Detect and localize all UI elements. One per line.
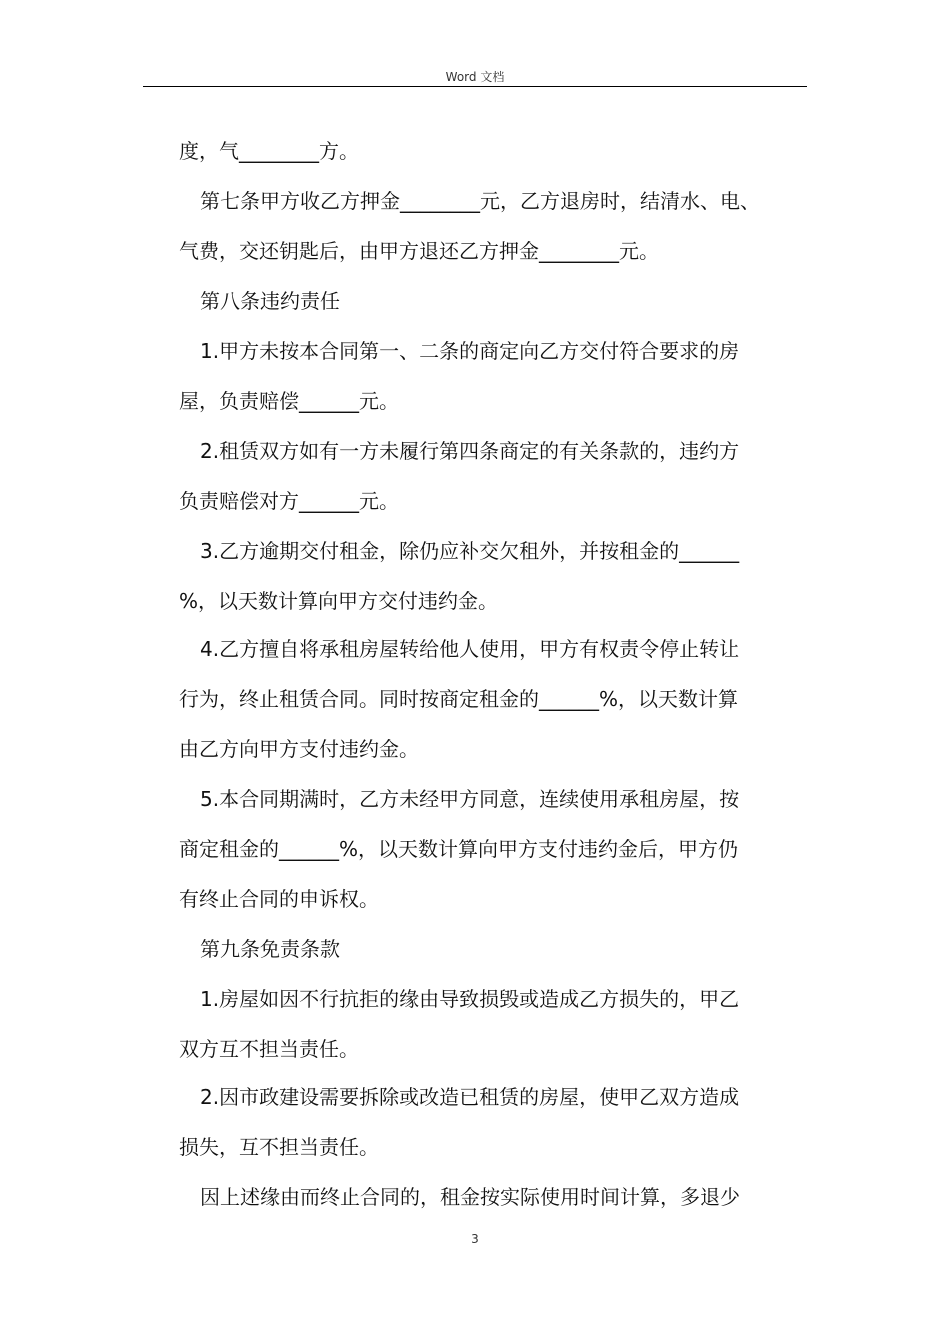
body-line: 度，气________方。 <box>179 139 359 163</box>
body-line: 4.乙方擅自将承租房屋转给他人使用，甲方有权责令停止转让 <box>200 637 740 661</box>
body-line: 因上述缘由而终止合同的，租金按实际使用时间计算，多退少 <box>200 1185 740 1209</box>
body-line: 损失，互不担当责任。 <box>179 1135 379 1159</box>
body-line: 1.甲方未按本合同第一、二条的商定向乙方交付符合要求的房 <box>200 339 740 363</box>
page-number: 3 <box>471 1232 479 1246</box>
body-line: 商定租金的______%，以天数计算向甲方支付违约金后，甲方仍 <box>179 837 739 861</box>
body-line: 双方互不担当责任。 <box>179 1037 359 1061</box>
body-line: 2.因市政建设需要拆除或改造已租赁的房屋，使甲乙双方造成 <box>200 1085 740 1109</box>
body-line: %，以天数计算向甲方交付违约金。 <box>179 589 499 613</box>
header-label: Word 文档 <box>445 70 505 84</box>
body-line: 5.本合同期满时，乙方未经甲方同意，连续使用承租房屋，按 <box>200 787 740 811</box>
body-line: 负责赔偿对方______元。 <box>179 489 399 513</box>
body-line: 屋，负责赔偿______元。 <box>179 389 399 413</box>
body-line: 有终止合同的申诉权。 <box>179 887 379 911</box>
body-line: 1.房屋如因不行抗拒的缘由导致损毁或造成乙方损失的，甲乙 <box>200 987 740 1011</box>
body-line: 行为，终止租赁合同。同时按商定租金的______%，以天数计算 <box>179 687 739 711</box>
header-rule <box>143 86 807 87</box>
body-line: 第七条甲方收乙方押金________元，乙方退房时，结清水、电、 <box>200 189 760 213</box>
section-heading: 第九条免责条款 <box>200 937 340 961</box>
body-line: 3.乙方逾期交付租金，除仍应补交欠租外，并按租金的______ <box>200 539 740 563</box>
body-line: 由乙方向甲方支付违约金。 <box>179 737 419 761</box>
body-line: 2.租赁双方如有一方未履行第四条商定的有关条款的，违约方 <box>200 439 740 463</box>
body-line: 气费，交还钥匙后，由甲方退还乙方押金________元。 <box>179 239 659 263</box>
section-heading: 第八条违约责任 <box>200 289 340 313</box>
